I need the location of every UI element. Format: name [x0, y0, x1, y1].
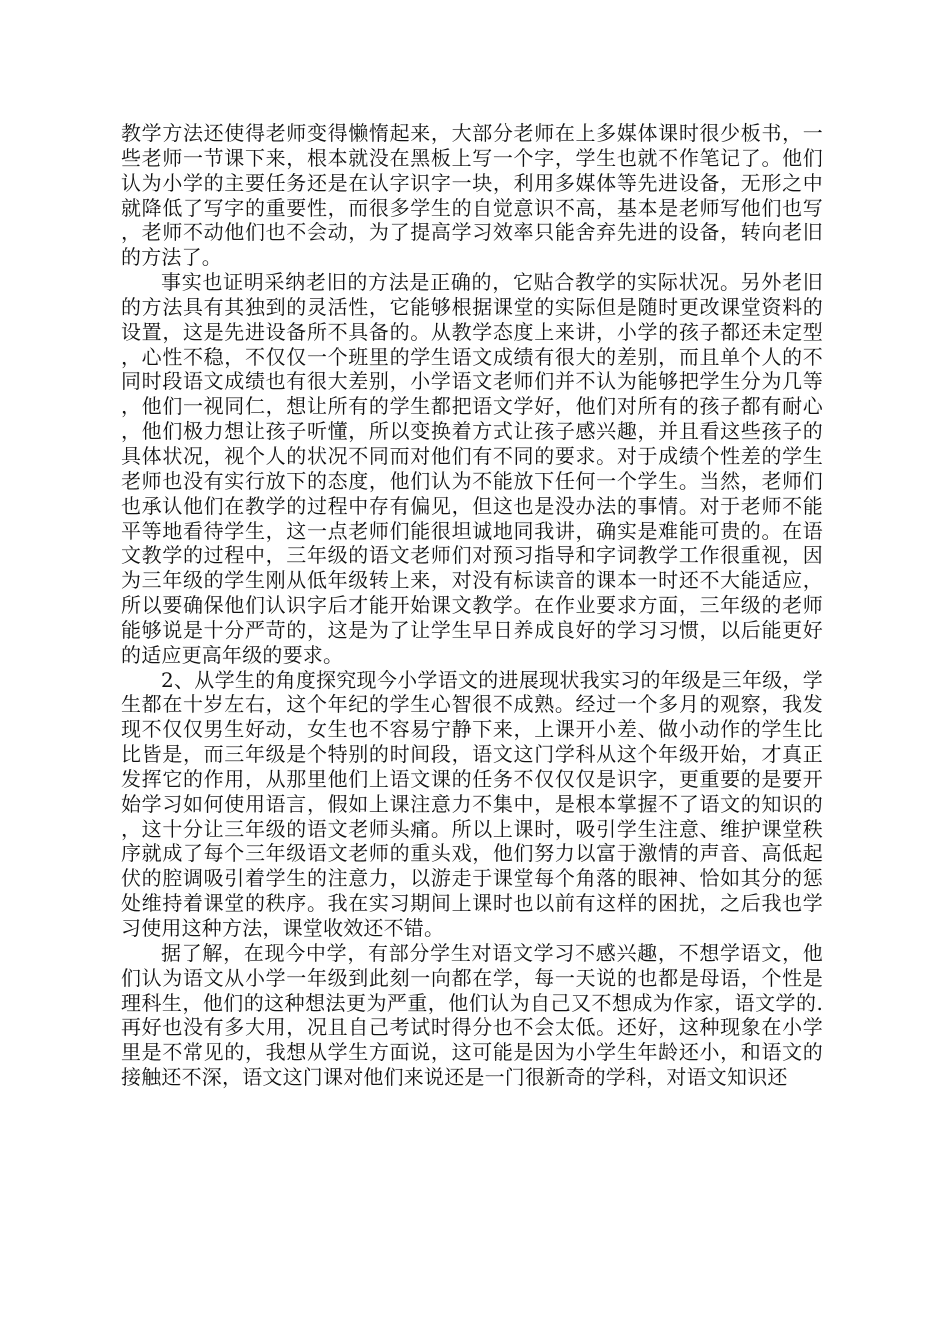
paragraph-1: 教学方法还使得老师变得懒惰起来，大部分老师在上多媒体课时很少板书，一些老师一节课下来，根本就没在黑板上写一个字，学生也就不作笔记了。他们认为小学的主要任务还是在认字识字一块，利用多媒体等先进设备，无形之中就降低了写字的重要性，而很多学生的自觉意识不高，基本是老师写他们也写，老师不动他们也不会动，为了提高学习效率只能舍弃先进的设备，转向老旧的方法了。 — [121, 121, 823, 270]
paragraph-2: 事实也证明采纳老旧的方法是正确的，它贴合教学的实际状况。另外老旧的方法具有其独到的灵活性，它能够根据课堂的实际但是随时更改课堂资料的设置，这是先进设备所不具备的。从教学态度上来讲，小学的孩子都还未定型，心性不稳，不仅仅一个班里的学生语文成绩有很大的差别，而且单个人的不同时段语文成绩也有很大差别，小学语文老师们并不认为能够把学生分为几等，他们一视同仁，想让所有的学生都把语文学好，他们对所有的孩子都有耐心，他们极力想让孩子听懂，所以变换着方式让孩子感兴趣，并且看这些孩子的具体状况，视个人的状况不同而对他们有不同的要求。对于成绩个性差的学生老师也没有实行放下的态度，他们认为不能放下任何一个学生。当然，老师们也承认他们在教学的过程中存有偏见，但这也是没办法的事情。对于老师不能平等地看待学生，这一点老师们能很坦诚地同我讲，确实是难能可贵的。在语文教学的过程中，三年级的语文老师们对预习指导和字词教学工作很重视，因为三年级的学生刚从低年级转上来，对没有标读音的课本一时还不大能适应，所以要确保他们认识字后才能开始课文教学。在作业要求方面，三年级的老师能够说是十分严苛的，这是为了让学生早日养成良好的学习习惯，以后能更好的适应更高年级的要求。 — [121, 270, 823, 667]
document-body — [121, 121, 823, 1090]
paragraph-3: 2、从学生的角度探究现今小学语文的进展现状我实习的年级是三年级，学生都在十岁左右，这个年纪的学生心智很不成熟。经过一个多月的观察，我发现不仅仅男生好动，女生也不容易宁静下来，上课开小差、做小动作的学生比比皆是，而三年级是个特别的时间段，语文这门学科从这个年级开始，才真正发挥它的作用，从那里他们上语文课的任务不仅仅仅是识字，更重要的是要开始学习如何使用语言，假如上课注意力不集中，是根本掌握不了语文的知识的，这十分让三年级的语文老师头痛。所以上课时，吸引学生注意、维护课堂秩序就成了每个三年级语文老师的重头戏，他们努力以富于激情的声音、高低起伏的腔调吸引着学生的注意力，以游走于课堂每个角落的眼神、恰如其分的惩处维持着课堂的秩序。我在实习期间上课时也以前有这样的困扰，之后我也学习使用这种方法，课堂收效还不错。 — [121, 667, 823, 940]
paragraph-4: 据了解，在现今中学，有部分学生对语文学习不感兴趣，不想学语文，他们认为语文从小学一年级到此刻一向都在学，每一天说的也都是母语，个性是理科生，他们的这种想法更为严重，他们认为自己又不想成为作家，语文学的.再好也没有多大用，况且自己考试时得分也不会太低。还好，这种现象在小学里是不常见的，我想从学生方面说，这可能是因为小学生年龄还小，和语文的接触还不深，语文这门课对他们来说还是一门很新奇的学科，对语文知识还 — [121, 940, 823, 1090]
